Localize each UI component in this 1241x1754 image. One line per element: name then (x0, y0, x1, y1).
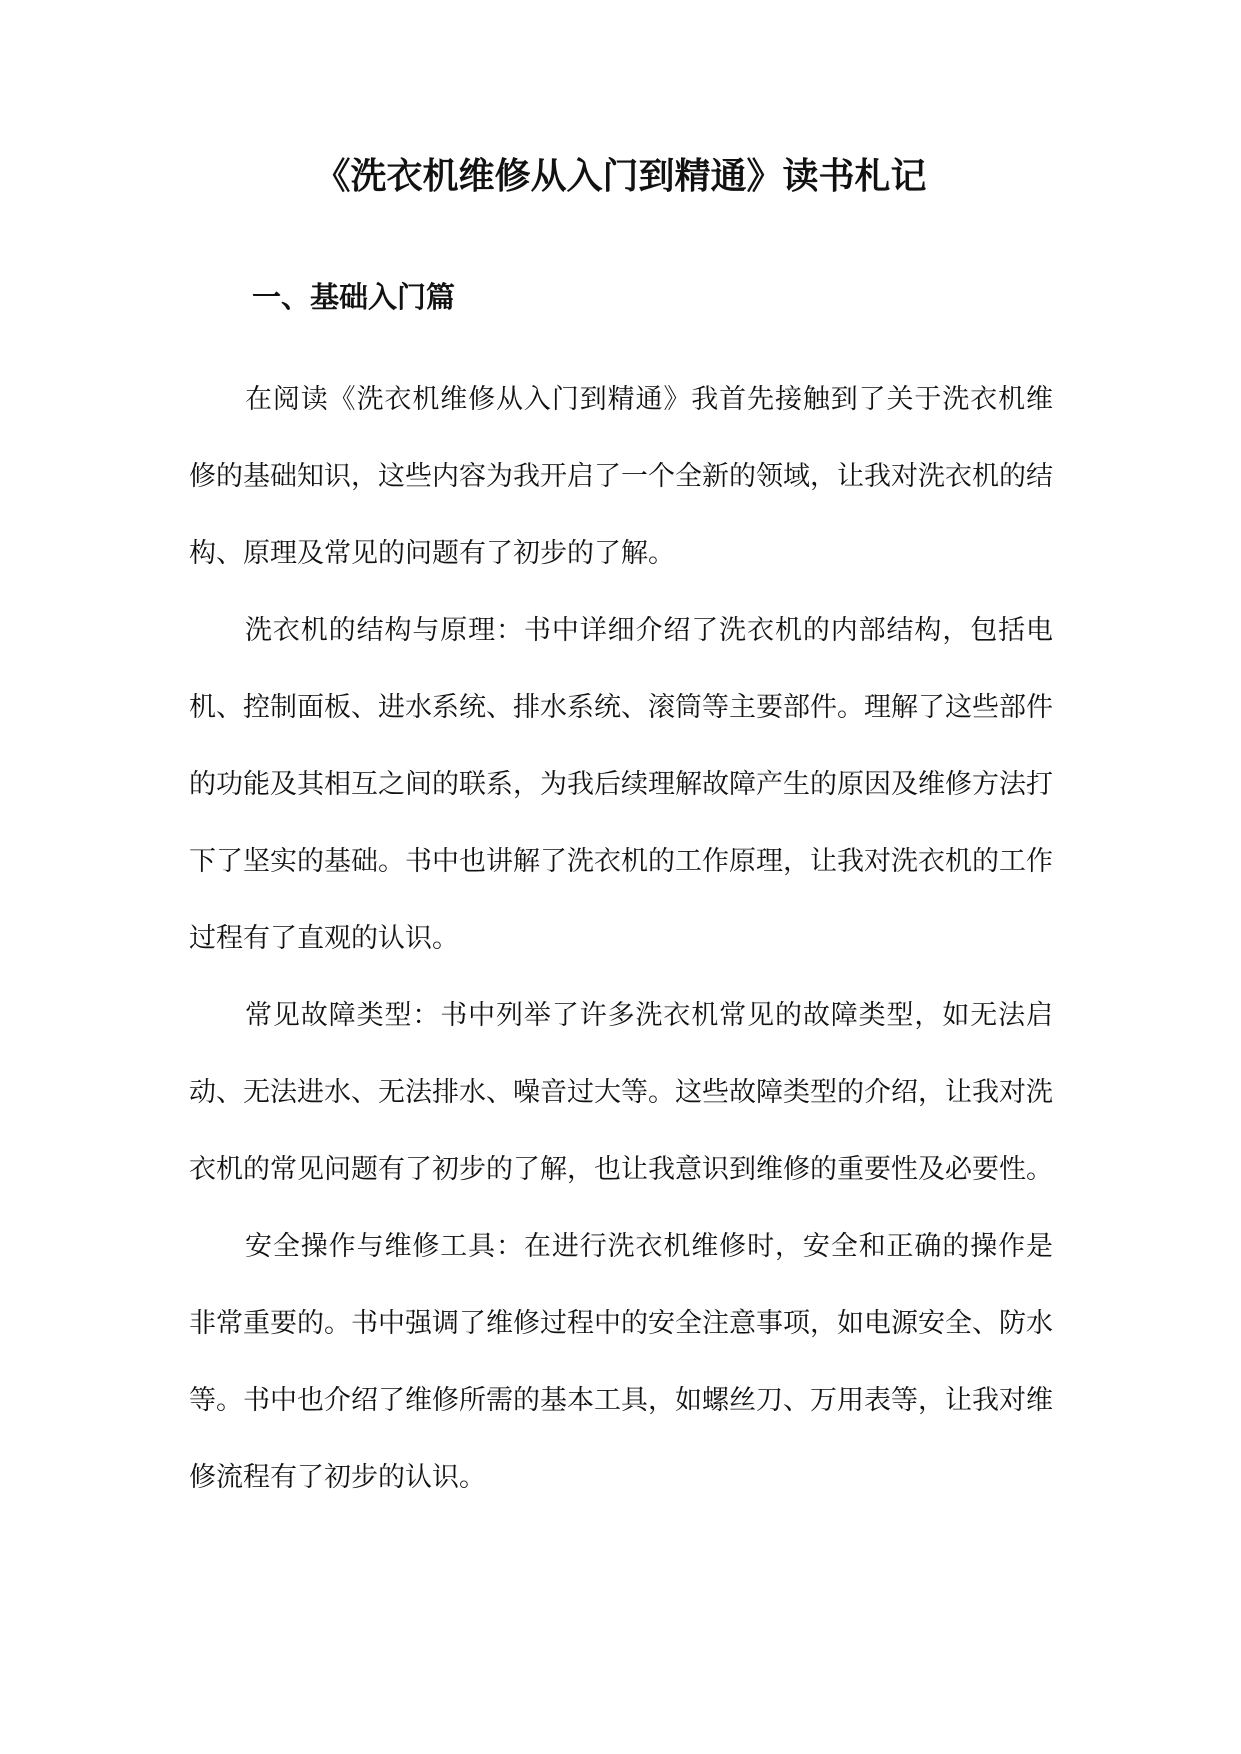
paragraph-common-faults: 常见故障类型：书中列举了许多洗衣机常见的故障类型，如无法启动、无法进水、无法排水、噪音过大等。这些故障类型的介绍，让我对洗衣机的常见问题有了初步的了解，也让我意识到维修的重要性及必要性。 (189, 1000, 1053, 1185)
paragraph-structure-principle: 洗衣机的结构与原理：书中详细介绍了洗衣机的内部结构，包括电机、控制面板、进水系统、排水系统、滚筒等主要部件。理解了这些部件的功能及其相互之间的联系，为我后续理解故障产生的原因及维修方法打下了坚实的基础。书中也讲解了洗衣机的工作原理，让我对洗衣机的工作过程有了直观的认识。 (189, 615, 1053, 954)
section-heading: 一、基础入门篇 (252, 280, 456, 314)
paragraph-safety-tools: 安全操作与维修工具：在进行洗衣机维修时，安全和正确的操作是非常重要的。书中强调了维修过程中的安全注意事项，如电源安全、防水等。书中也介绍了维修所需的基本工具，如螺丝刀、万用表等，让我对维修流程有了初步的认识。 (189, 1231, 1053, 1493)
paragraph-intro: 在阅读《洗衣机维修从入门到精通》我首先接触到了关于洗衣机维修的基础知识，这些内容为我开启了一个全新的领域，让我对洗衣机的结构、原理及常见的问题有了初步的了解。 (189, 384, 1053, 569)
document-title: 《洗衣机维修从入门到精通》读书札记 (314, 156, 927, 197)
section-body (189, 361, 1053, 1516)
